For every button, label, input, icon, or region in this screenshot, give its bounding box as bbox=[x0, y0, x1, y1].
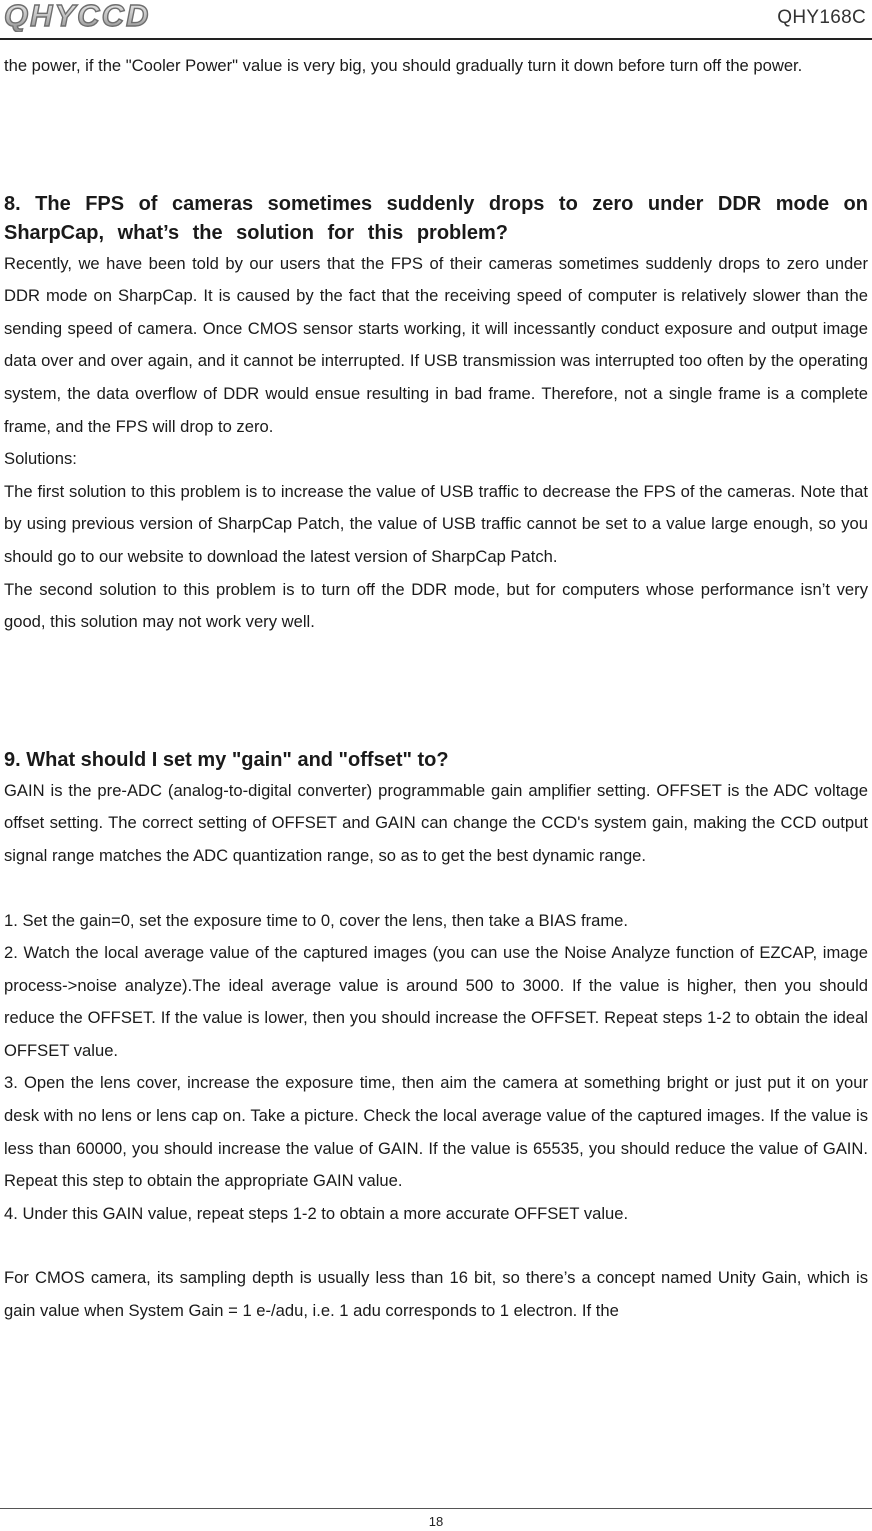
model-name: QHY168C bbox=[777, 7, 866, 28]
spacer bbox=[4, 1230, 868, 1262]
paragraph: GAIN is the pre-ADC (analog-to-digital converter) programmable gain amplifier setting. OFFSET is the ADC voltage offset setting. The correct setting of OFFSET and GAIN can change the CCD's system gain, making the CCD output signal range matches the ADC quantization range, so as to get the best dynamic range. bbox=[4, 780, 868, 865]
page-header bbox=[0, 0, 872, 40]
page-number: 18 bbox=[428, 1514, 444, 1529]
paragraph: the power, if the "Cooler Power" value is very big, you should gradually turn it down before turn off the power. bbox=[4, 56, 803, 75]
qhyccd-logo bbox=[2, 0, 180, 32]
paragraph: For CMOS camera, its sampling depth is usually less than 16 bit, so there’s a concept named Unity Gain, which is gain value when System Gain = 1 e-/adu, i.e. 1 adu corresponds to 1 electron. If the bbox=[4, 1268, 868, 1321]
list-item: 2. Watch the local average value of the captured images (you can use the Noise Analyze function of EZCAP, image process->noise analyze).The ideal average value is around 500 to 3000. If the value is higher, then you should reduce the OFFSET. If the value is lower, then you should increase the OFFSET. Repeat steps 1-2 to obtain the ideal OFFSET value. bbox=[4, 943, 868, 1060]
paragraph: Solutions: bbox=[4, 449, 77, 469]
paragraph: Recently, we have been told by our users that the FPS of their cameras sometimes suddenly drops to zero under DDR mode on SharpCap. It is caused by the fact that the receiving speed of computer is relatively slower than the sending speed of camera. Once CMOS sensor starts working, it will incessantly conduct exposure and output image data over and over again, and it cannot be interrupted. If USB transmission was interrupted too often by the operating system, the data overflow of DDR would ensue resulting in bad frame. Therefore, not a single frame is a complete frame, and the FPS will drop to zero. bbox=[4, 253, 868, 436]
spacer bbox=[4, 873, 868, 905]
section-heading-9: 9. What should I set my "gain" and "offset" to? bbox=[4, 748, 449, 771]
header-divider bbox=[0, 38, 872, 40]
list-item: 1. Set the gain=0, set the exposure time to 0, cover the lens, then take a BIAS frame. bbox=[4, 910, 629, 930]
section-heading-8: 8. The FPS of cameras sometimes suddenly drops to zero under DDR mode on SharpCap, what’s the solution for this problem? bbox=[4, 192, 868, 244]
paragraph: The first solution to this problem is to increase the value of USB traffic to decrease the FPS of the cameras. Note that by using previous version of SharpCap Patch, the value of USB traffic cannot be set to a value large enough, so you should go to our website to download the latest version of SharpCap Patch. bbox=[4, 481, 868, 566]
list-item: 3. Open the lens cover, increase the exposure time, then aim the camera at something bright or just put it on your desk with no lens or lens cap on. Take a picture. Check the local average value of the captured images. If the value is less than 60000, you should increase the value of GAIN. If the value is 65535, you should reduce the value of GAIN. Repeat this step to obtain the appropriate GAIN value. bbox=[4, 1073, 868, 1191]
document-body bbox=[4, 50, 868, 1328]
logo-text: QHYCCD bbox=[4, 0, 151, 32]
paragraph: The second solution to this problem is to turn off the DDR mode, but for computers whose performance isn’t very good, this solution may not work very well. bbox=[4, 579, 868, 632]
spacer bbox=[4, 639, 868, 746]
footer-divider bbox=[0, 1508, 872, 1509]
list-item: 4. Under this GAIN value, repeat steps 1-2 to obtain a more accurate OFFSET value. bbox=[4, 1203, 629, 1223]
spacer bbox=[4, 83, 868, 190]
